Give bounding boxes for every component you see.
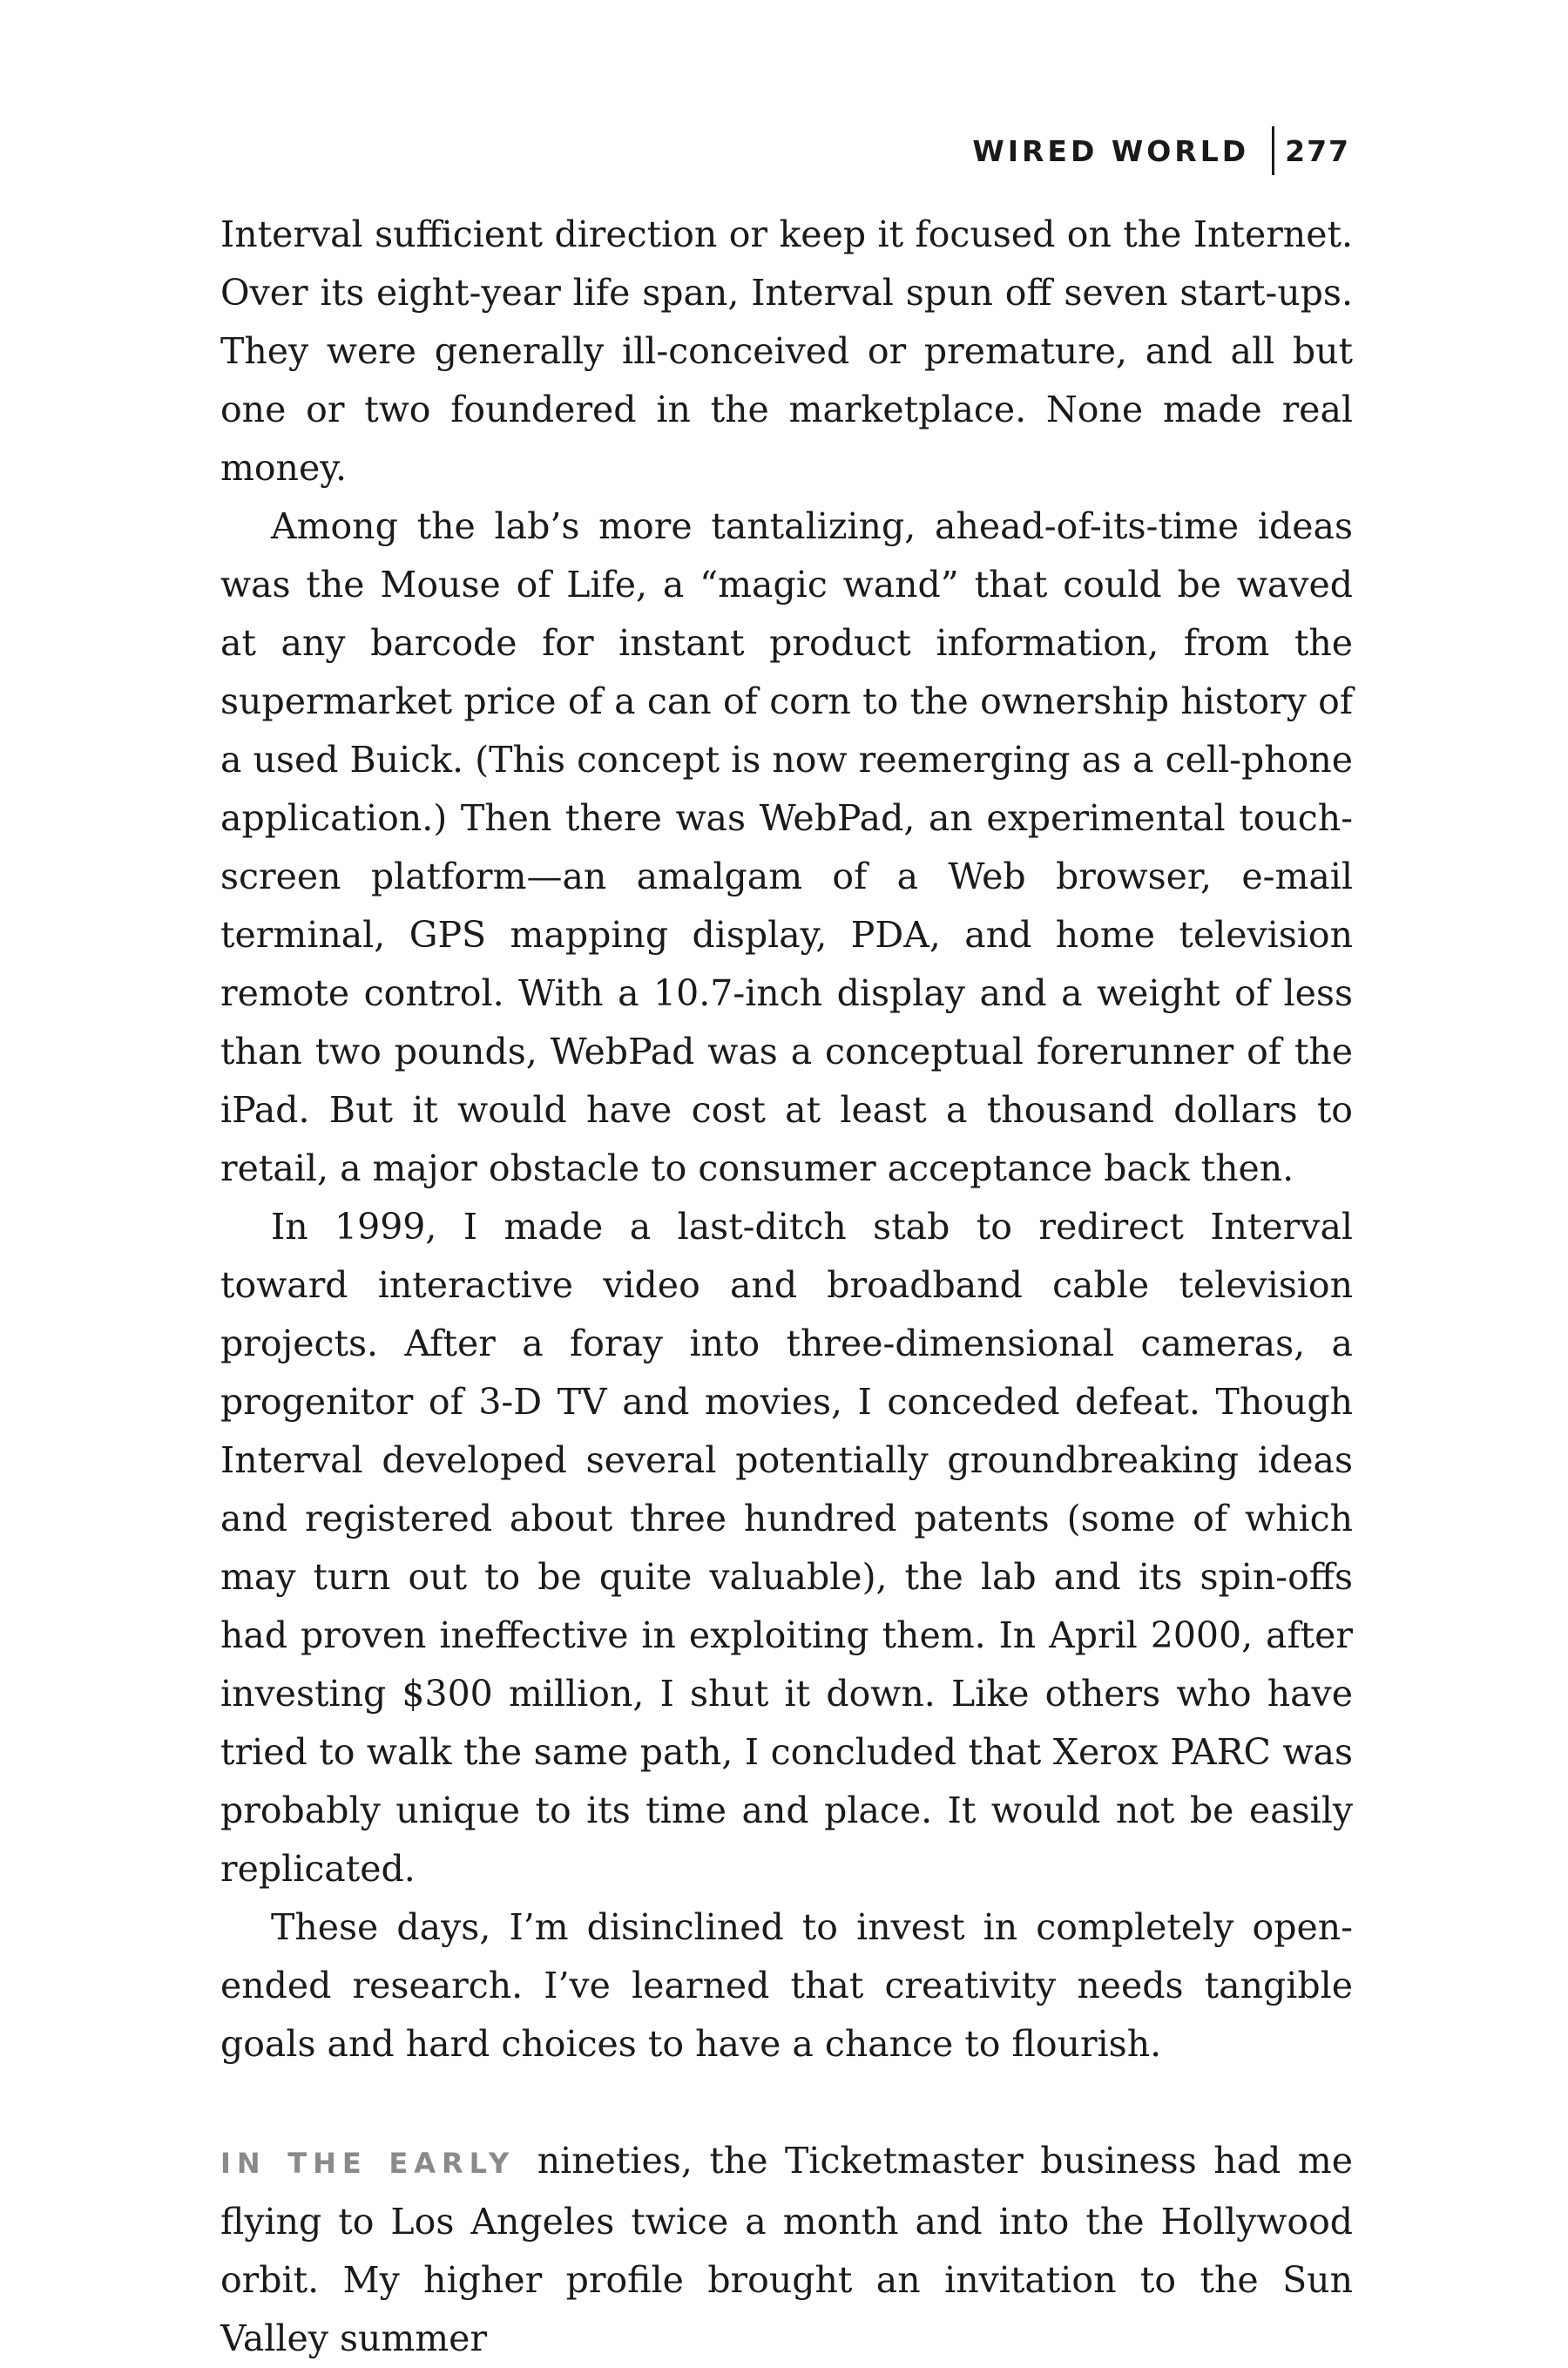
paragraph-these-days: These days, I’m disinclined to invest in completely open-ended research. I’ve learned that creativity needs tangible goals and hard choices to have a chance to flourish. — [220, 1906, 1353, 2065]
paragraph-continued: Interval sufficient direction or keep it focused on the Internet. Over its eight-year life span, Interval spun off seven start-ups. They were generally ill-conceived or premature, and all but one or two foundered in the marketplace. None made real money. — [220, 213, 1353, 489]
running-head — [972, 126, 1350, 175]
section-opening-paragraph — [220, 2132, 1353, 2368]
section-lead-in: IN THE EARLY — [220, 2147, 516, 2180]
section-opening-text: nineties, the Ticketmaster business had me flying to Los Angeles twice a month and into the Hollywood orbit. My higher profile brought an invitation to the Sun Valley summer — [220, 2140, 1353, 2359]
paragraph-mouse-of-life: Among the lab’s more tantalizing, ahead-of-its-time ideas was the Mouse of Life, a “magic wand” that could be waved at any barcode for instant product information, from the supermarket price of a can of corn to the ownership history of a used Buick. (This concept is now reemerging as a cell-phone application.) Then there was WebPad, an experimental touch-screen platform—an amalgam of a Web browser, e-mail terminal, GPS mapping display, PDA, and home television remote control. With a 10.7-inch display and a weight of less than two pounds, WebPad was a conceptual forerunner of the iPad. But it would have cost at least a thousand dollars to retail, a major obstacle to consumer acceptance back then. — [220, 505, 1353, 1189]
body-text — [220, 206, 1353, 2368]
running-head-title: WIRED WORLD — [972, 133, 1250, 168]
page-number: 277 — [1285, 133, 1350, 168]
paragraph-1999-redirect: In 1999, I made a last-ditch stab to redirect Interval toward interactive video and broadband cable television projects. After a foray into three-dimensional cameras, a progenitor of 3-D TV and movies, I conceded defeat. Though Interval developed several potentially groundbreaking ideas and registered about three hundred patents (some of which may turn out to be quite valuable), the lab and its spin-offs had proven ineffective in exploiting them. In April 2000, after investing $300 million, I shut it down. Like others who have tried to walk the same path, I concluded that Xerox PARC was probably unique to its time and place. It would not be easily replicated. — [220, 1206, 1353, 1890]
running-head-divider — [1272, 126, 1274, 175]
